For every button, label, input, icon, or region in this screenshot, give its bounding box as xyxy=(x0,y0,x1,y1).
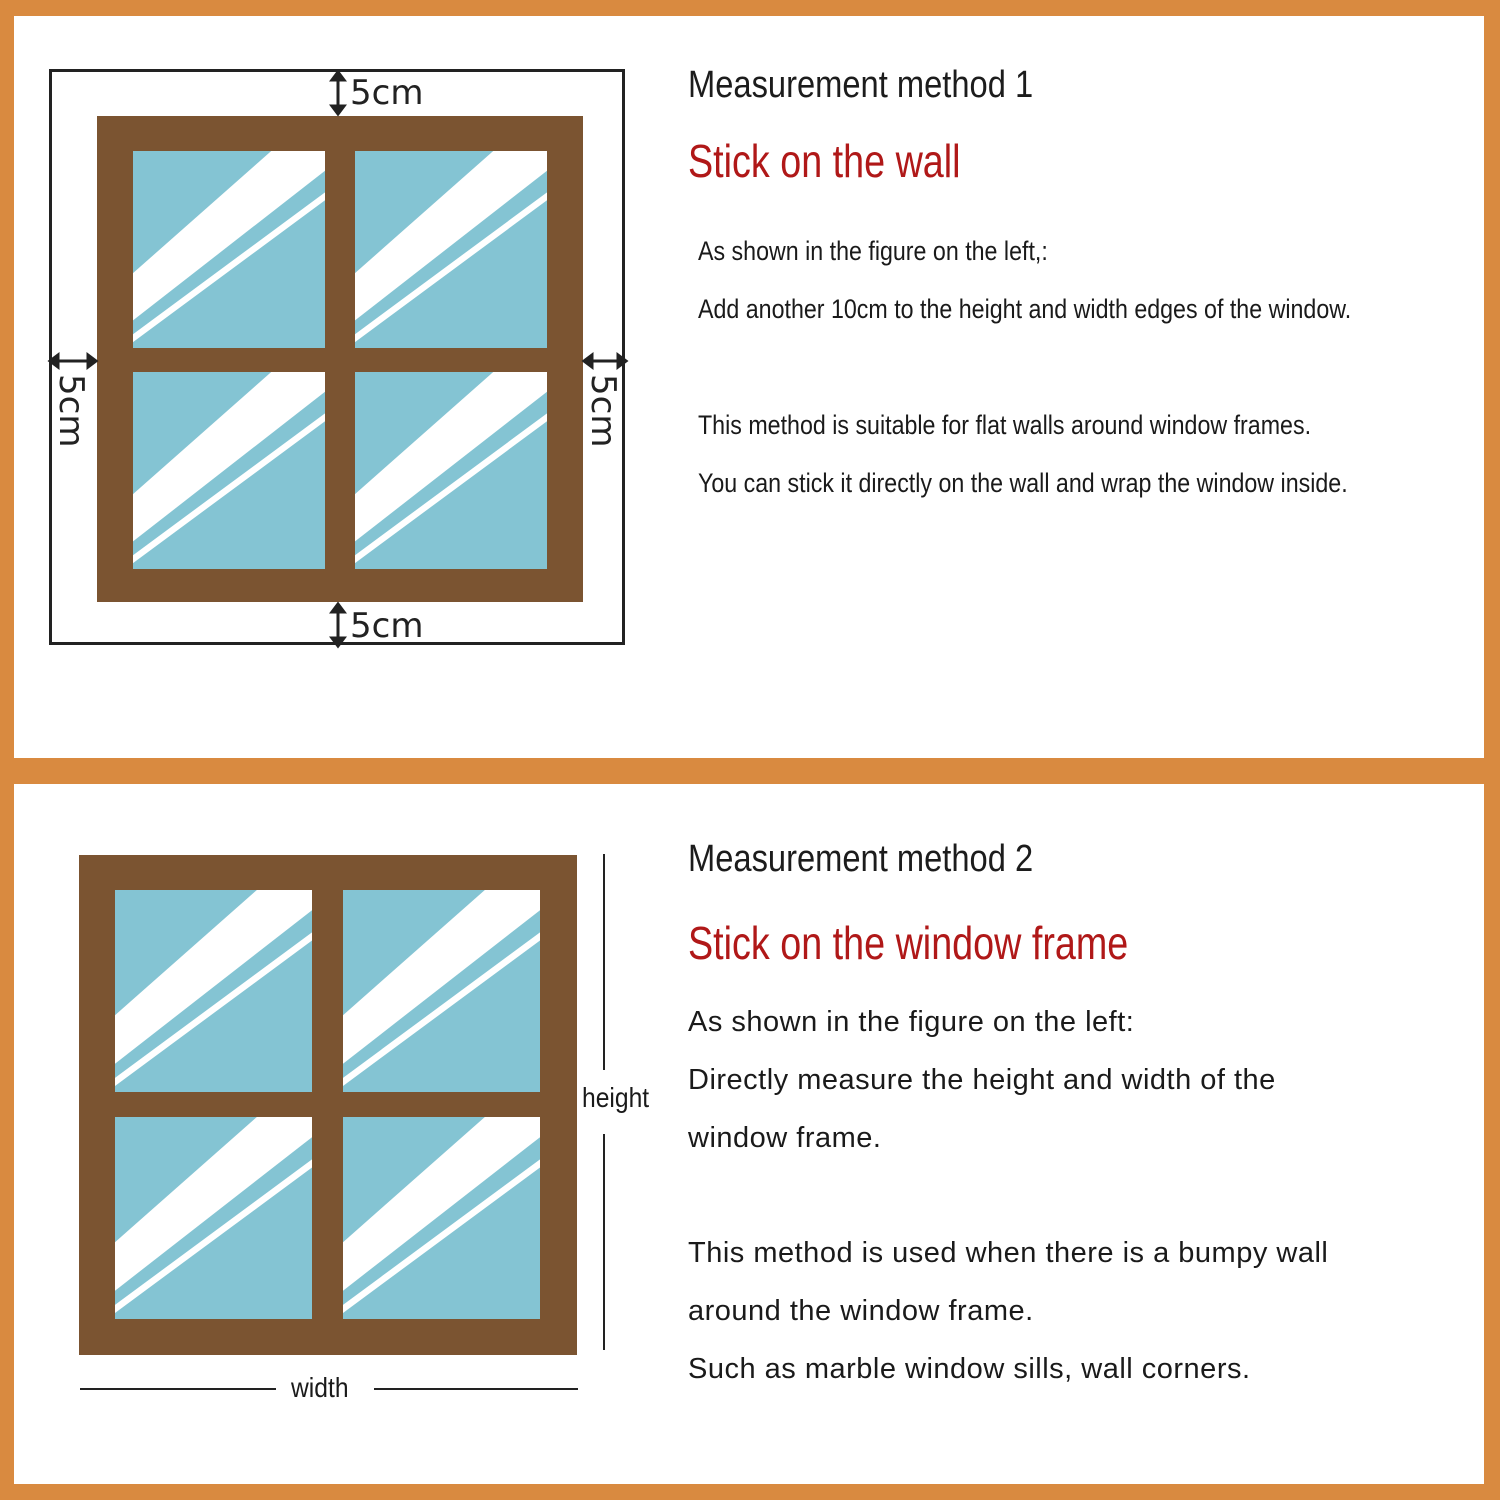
method-2-line: Directly measure the height and width of the xyxy=(688,1064,1276,1096)
right-margin-label: 5cm xyxy=(583,374,623,448)
method-1-line: Add another 10cm to the height and width edges of the window. xyxy=(698,294,1352,324)
width-label: width xyxy=(291,1372,349,1403)
method-1-panel xyxy=(14,16,1484,758)
method-2-panel xyxy=(14,784,1484,1484)
left-margin-label: 5cm xyxy=(51,374,91,448)
glass-pane xyxy=(115,1117,312,1319)
method-1-line: This method is suitable for flat walls around window frames. xyxy=(698,410,1312,440)
dimension-arrows xyxy=(14,16,674,716)
method-2-line: Such as marble window sills, wall corners. xyxy=(688,1353,1251,1385)
glass-pane xyxy=(115,890,312,1092)
glass-reflection-stripe xyxy=(343,890,540,1064)
glass-pane xyxy=(343,1117,540,1319)
width-line-left xyxy=(80,1388,276,1390)
method-2-title: Measurement method 2 xyxy=(688,838,1034,880)
method-2-line: around the window frame. xyxy=(688,1295,1034,1327)
glass-reflection xyxy=(115,890,312,1092)
method-1-line: As shown in the figure on the left,: xyxy=(698,236,1048,266)
glass-reflection xyxy=(343,890,540,1092)
glass-reflection-stripe xyxy=(115,1117,312,1291)
height-label: height xyxy=(582,1082,650,1113)
glass-reflection xyxy=(115,1117,312,1319)
width-line-right xyxy=(374,1388,578,1390)
method-1-line: You can stick it directly on the wall and wrap the window inside. xyxy=(698,468,1348,498)
method-2-line: window frame. xyxy=(688,1122,882,1154)
glass-reflection-stripe xyxy=(115,890,312,1064)
method-2-line: As shown in the figure on the left: xyxy=(688,1006,1135,1038)
glass-reflection-stripe xyxy=(343,1117,540,1291)
method-1-title: Measurement method 1 xyxy=(688,64,1034,106)
window-frame xyxy=(79,855,577,1355)
glass-pane xyxy=(343,890,540,1092)
height-line-top xyxy=(603,854,605,1070)
method-2-line: This method is used when there is a bumpy wall xyxy=(688,1237,1329,1269)
height-line-bottom xyxy=(603,1134,605,1350)
method-2-subtitle: Stick on the window frame xyxy=(688,917,1129,969)
method-1-subtitle: Stick on the wall xyxy=(688,135,961,187)
top-margin-label: 5cm xyxy=(350,73,424,113)
bottom-margin-label: 5cm xyxy=(350,606,424,646)
glass-reflection xyxy=(343,1117,540,1319)
